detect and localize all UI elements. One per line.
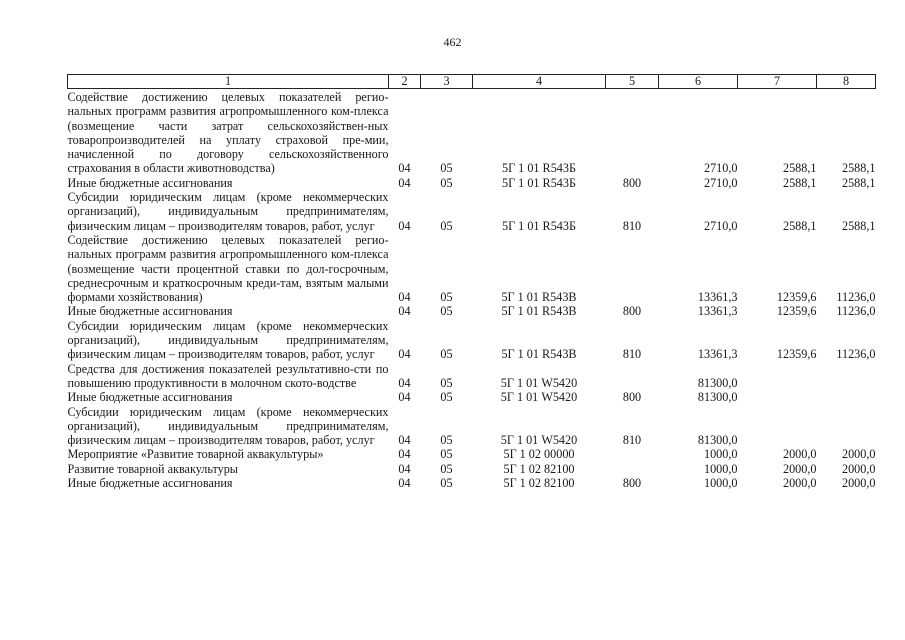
row-amount-col8: 2000,0 bbox=[841, 461, 876, 476]
column-number-header bbox=[68, 75, 876, 89]
row-amount-col6: 81300,0 bbox=[697, 390, 738, 405]
row-amount-col8: 2000,0 bbox=[841, 447, 876, 462]
row-amount-col6: 13361,3 bbox=[697, 290, 738, 305]
row-description: Иные бюджетные ассигнования bbox=[67, 390, 233, 405]
row-section: 04 bbox=[398, 175, 411, 190]
row-target-code: 5Г 1 01 R543В bbox=[501, 347, 577, 362]
row-subsection: 05 bbox=[440, 290, 453, 305]
table-row bbox=[68, 89, 876, 176]
col-header-5: 5 bbox=[606, 75, 659, 89]
table-row bbox=[68, 362, 876, 391]
row-target-code: 5Г 1 02 82100 bbox=[503, 461, 575, 476]
col-header-6: 6 bbox=[659, 75, 738, 89]
row-expense-type: 800 bbox=[622, 476, 642, 491]
row-amount-col6: 1000,0 bbox=[703, 476, 738, 491]
row-section: 04 bbox=[398, 347, 411, 362]
row-description: Развитие товарной аквакультуры bbox=[67, 461, 238, 476]
row-amount-col7 bbox=[738, 390, 817, 404]
row-description: Иные бюджетные ассигнования bbox=[67, 175, 233, 190]
row-amount-col7: 2000,0 bbox=[782, 447, 817, 462]
row-expense-type: 800 bbox=[622, 390, 642, 405]
row-target-code: 5Г 1 01 R543В bbox=[501, 304, 577, 319]
row-subsection: 05 bbox=[440, 433, 453, 448]
table-row bbox=[68, 390, 876, 404]
row-amount-col6: 2710,0 bbox=[703, 175, 738, 190]
row-subsection: 05 bbox=[440, 347, 453, 362]
row-section: 04 bbox=[398, 290, 411, 305]
row-section: 04 bbox=[398, 375, 411, 390]
row-description: Субсидии юридическим лицам (кроме некоммерческих организаций), индивидуальным предпринимателям, физическим лицам – производителям товаров, работ, услуг bbox=[67, 318, 389, 362]
row-amount-col8: 2588,1 bbox=[841, 175, 876, 190]
row-expense-type: 810 bbox=[622, 433, 642, 448]
row-description: Иные бюджетные ассигнования bbox=[67, 304, 233, 319]
row-amount-col8: 11236,0 bbox=[836, 304, 876, 319]
page-number: 462 bbox=[443, 35, 462, 49]
row-amount-col7: 12359,6 bbox=[776, 347, 817, 362]
row-amount-col7: 12359,6 bbox=[776, 290, 817, 305]
table-row bbox=[68, 319, 876, 362]
table-row bbox=[68, 447, 876, 461]
row-amount-col6: 2710,0 bbox=[703, 161, 738, 176]
row-description: Содействие достижению целевых показателей регио-нальных программ развития агропромышленного ком-плекса (возмещение части процентной ставки по дол-госрочным, среднесрочным и краткосрочным креди-там, взятым малыми формами хозяйствования) bbox=[67, 232, 389, 305]
table-row bbox=[68, 476, 876, 490]
row-amount-col7: 2000,0 bbox=[782, 476, 817, 491]
row-amount-col8: 2588,1 bbox=[841, 161, 876, 176]
row-amount-col6: 81300,0 bbox=[697, 433, 738, 448]
table-row bbox=[68, 304, 876, 318]
table-row bbox=[68, 405, 876, 448]
row-expense-type bbox=[606, 462, 659, 476]
table-row bbox=[68, 190, 876, 233]
row-expense-type bbox=[606, 89, 659, 176]
row-expense-type: 810 bbox=[622, 218, 642, 233]
row-target-code: 5Г 1 02 82100 bbox=[503, 476, 575, 491]
row-subsection: 05 bbox=[440, 161, 453, 176]
row-target-code: 5Г 1 01 R543Б bbox=[502, 161, 576, 176]
row-subsection: 05 bbox=[440, 375, 453, 390]
row-amount-col8 bbox=[817, 362, 876, 391]
row-amount-col6: 1000,0 bbox=[703, 447, 738, 462]
row-description: Субсидии юридическим лицам (кроме некоммерческих организаций), индивидуальным предпринимателям, физическим лицам – производителям товаров, работ, услуг bbox=[67, 190, 389, 233]
row-amount-col6: 1000,0 bbox=[703, 461, 738, 476]
row-amount-col7: 2588,1 bbox=[782, 175, 817, 190]
row-target-code: 5Г 1 01 W5420 bbox=[500, 375, 578, 390]
row-expense-type: 800 bbox=[622, 175, 642, 190]
row-target-code: 5Г 1 02 00000 bbox=[503, 447, 575, 462]
row-section: 04 bbox=[398, 161, 411, 176]
col-header-8: 8 bbox=[817, 75, 876, 89]
row-description: Содействие достижению целевых показателей регио-нальных программ развития агропромышленного ком-плекса (возмещение части затрат сельскохозяйствен-ных товаропроизводителей на уплату страховой пре-мии, начисленной по договору сельскохозяйственного страхования в области животноводства) bbox=[67, 90, 389, 176]
row-amount-col6: 81300,0 bbox=[697, 375, 738, 390]
row-amount-col8: 2588,1 bbox=[841, 218, 876, 233]
row-amount-col8: 2000,0 bbox=[841, 476, 876, 491]
row-subsection: 05 bbox=[440, 461, 453, 476]
table-row bbox=[68, 233, 876, 304]
row-amount-col8: 11236,0 bbox=[836, 347, 876, 362]
row-expense-type: 800 bbox=[622, 304, 642, 319]
row-expense-type bbox=[606, 447, 659, 461]
col-header-4: 4 bbox=[473, 75, 606, 89]
row-section: 04 bbox=[398, 433, 411, 448]
row-amount-col7: 2000,0 bbox=[782, 461, 817, 476]
col-header-7: 7 bbox=[738, 75, 817, 89]
row-section: 04 bbox=[398, 476, 411, 491]
row-target-code: 5Г 1 01 R543В bbox=[501, 290, 577, 305]
row-target-code: 5Г 1 01 W5420 bbox=[500, 390, 578, 405]
row-description: Иные бюджетные ассигнования bbox=[67, 476, 233, 491]
row-expense-type: 810 bbox=[622, 347, 642, 362]
row-amount-col7: 12359,6 bbox=[776, 304, 817, 319]
row-subsection: 05 bbox=[440, 218, 453, 233]
row-subsection: 05 bbox=[440, 175, 453, 190]
row-expense-type bbox=[606, 362, 659, 391]
row-subsection: 05 bbox=[440, 476, 453, 491]
row-amount-col7 bbox=[738, 362, 817, 391]
row-description: Субсидии юридическим лицам (кроме некоммерческих организаций), индивидуальным предпринимателям, физическим лицам – производителям товаров, работ, услуг bbox=[67, 404, 389, 448]
row-section: 04 bbox=[398, 218, 411, 233]
row-section: 04 bbox=[398, 304, 411, 319]
row-amount-col6: 13361,3 bbox=[697, 304, 738, 319]
row-amount-col6: 2710,0 bbox=[703, 218, 738, 233]
budget-table bbox=[67, 74, 876, 490]
row-description: Мероприятие «Развитие товарной аквакультуры» bbox=[67, 447, 324, 462]
row-target-code: 5Г 1 01 W5420 bbox=[500, 433, 578, 448]
row-amount-col7 bbox=[738, 405, 817, 448]
row-target-code: 5Г 1 01 R543Б bbox=[502, 175, 576, 190]
row-amount-col8 bbox=[817, 390, 876, 404]
row-amount-col6: 13361,3 bbox=[697, 347, 738, 362]
row-section: 04 bbox=[398, 461, 411, 476]
col-header-3: 3 bbox=[421, 75, 473, 89]
row-description: Средства для достижения показателей результативно-сти по повышению продуктивности в молочном ското-водстве bbox=[67, 361, 389, 390]
col-header-2: 2 bbox=[389, 75, 421, 89]
col-header-1: 1 bbox=[68, 75, 389, 89]
row-amount-col7: 2588,1 bbox=[782, 161, 817, 176]
row-subsection: 05 bbox=[440, 390, 453, 405]
row-section: 04 bbox=[398, 390, 411, 405]
row-amount-col8: 11236,0 bbox=[836, 290, 876, 305]
row-expense-type bbox=[606, 233, 659, 304]
row-amount-col7: 2588,1 bbox=[782, 218, 817, 233]
row-section: 04 bbox=[398, 447, 411, 462]
row-target-code: 5Г 1 01 R543Б bbox=[502, 218, 576, 233]
row-subsection: 05 bbox=[440, 447, 453, 462]
row-subsection: 05 bbox=[440, 304, 453, 319]
row-amount-col8 bbox=[817, 405, 876, 448]
table-row bbox=[68, 462, 876, 476]
table-row bbox=[68, 176, 876, 190]
